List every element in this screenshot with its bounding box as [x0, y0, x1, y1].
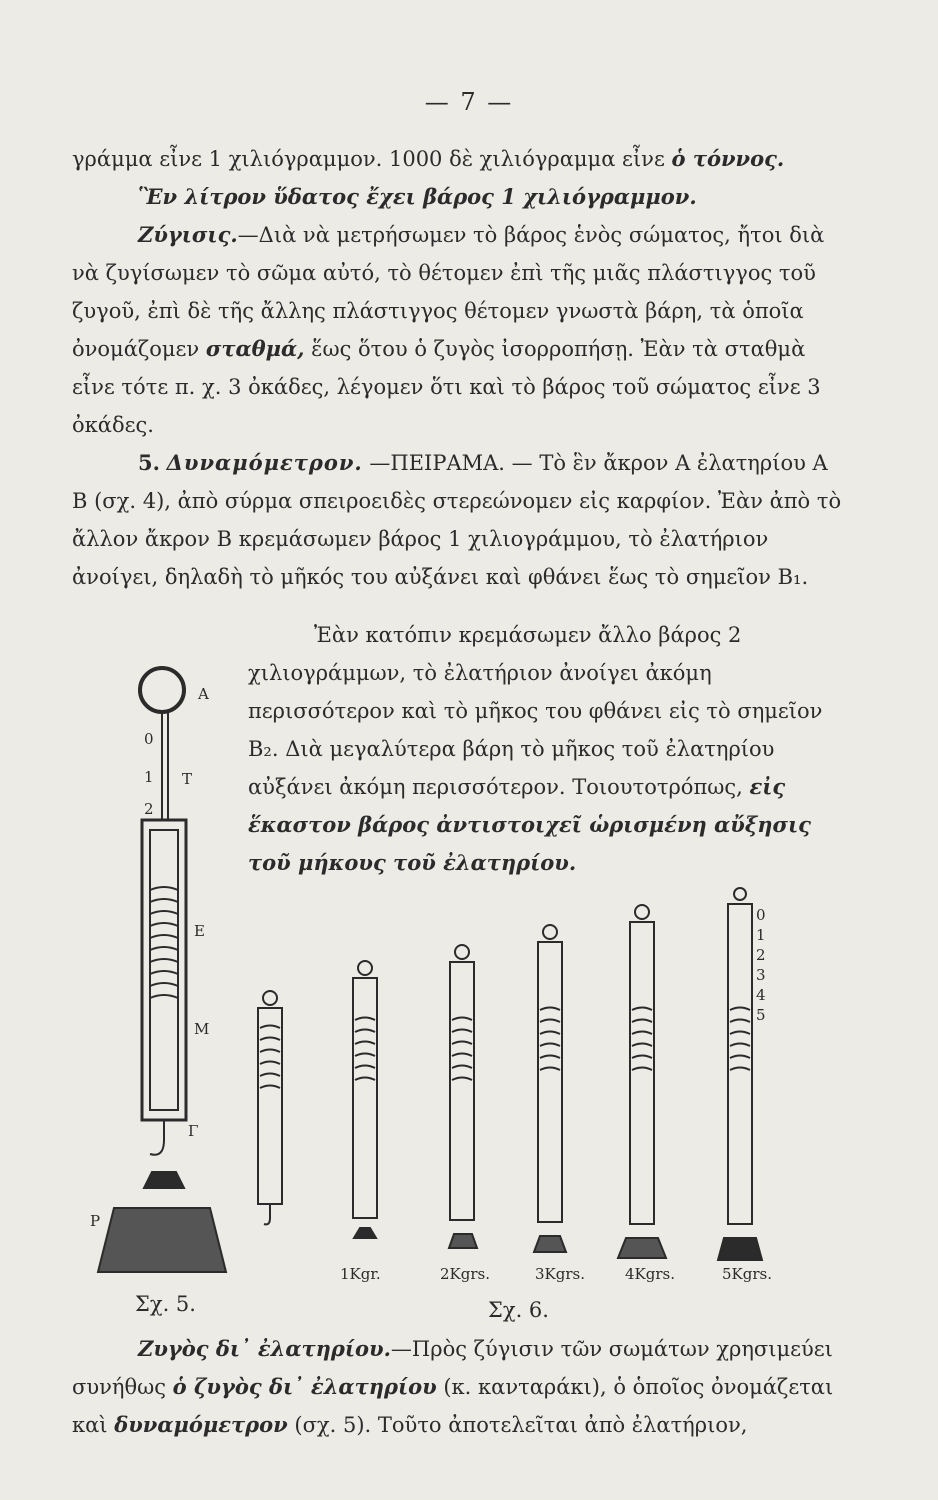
p1-water-liter: Ἓν λίτρον ὕδατος ἔχει βάρος 1 χιλιόγραμμον. [138, 184, 697, 209]
label-G: Γ [188, 1122, 199, 1140]
tick-3: 3 [756, 966, 766, 984]
figure-6 [240, 880, 800, 1300]
tick-5: 5 [756, 1006, 766, 1024]
weight-1: 1Kgr. [340, 1265, 381, 1283]
paragraph-units [72, 140, 842, 596]
scale-2: 2 [144, 800, 154, 818]
p2-stathma: σταθμά, [205, 336, 305, 361]
weight-4: 4Kgrs. [625, 1265, 675, 1283]
tick-1: 1 [756, 926, 766, 944]
scale-1: 1 [144, 768, 154, 786]
p1-tonnos: ὁ τόννος. [671, 146, 785, 171]
scale-0: 0 [144, 730, 154, 748]
p5-text-b: (κ. κανταράκι), ὁ ὁποῖος ὀνομάζεται καὶ [72, 1375, 834, 1437]
p5-em1: ὁ ζυγὸς δι᾽ ἐλατηρίου [172, 1374, 437, 1399]
weight-2: 2Kgrs. [440, 1265, 490, 1283]
p4-text: Ἐὰν κατόπιν κρεμάσωμεν ἄλλο βάρος 2 χιλιογράμμων, τὸ ἐλατήριον ἀνοίγει ἀκόμη περισσότερον καὶ τὸ μῆκος του φθάνει εἰς τὸ σημεῖον Β₂. Διὰ μεγαλύτερα βάρη τὸ μῆκος τοῦ ἐλατηρίου αὐξάνει ἀκόμη περισσότερον. Τοιουτοτρόπως, [248, 623, 823, 799]
spring-balance-drawing [70, 660, 245, 1300]
paragraph-spring [248, 616, 842, 882]
paragraph-balance [72, 1330, 842, 1444]
p5-em2: δυναμόμετρον [114, 1412, 288, 1437]
label-E: Ε [194, 922, 205, 940]
tick-0: 0 [756, 906, 766, 924]
label-M: Μ [194, 1020, 210, 1038]
section-heading: Δυναμόμετρον. [166, 450, 363, 475]
fig5-caption: Σχ. 5. [135, 1292, 196, 1316]
weight-5: 5Kgrs. [722, 1265, 772, 1283]
p5-text-a: —Πρὸς ζύγισιν τῶν σωμάτων χρησιμεύει συνήθως [72, 1337, 833, 1399]
spring-scales-drawing [240, 880, 800, 1300]
section-number: 5. [138, 450, 160, 475]
label-P: Ρ [90, 1212, 101, 1230]
p5-heading: Ζυγὸς δι᾽ ἐλατηρίου. [138, 1336, 391, 1361]
p2-heading: Ζύγισις. [138, 222, 238, 247]
p2-text-b: ἕως ὅτου ὁ ζυγὸς ἰσορροπήσῃ. Ἐὰν τὰ σταθμὰ εἶνε τότε π. χ. 3 ὀκάδες, λέγομεν ὅτι καὶ τὸ βάρος τοῦ σώματος εἶνε 3 ὀκάδες. [72, 337, 821, 437]
p2-text-a: —Διὰ νὰ μετρήσωμεν τὸ βάρος ἑνὸς σώματος, ἤτοι διὰ νὰ ζυγίσωμεν τὸ σῶμα αὐτό, τὸ θέτομεν ἐπὶ τῆς μιᾶς πλάστιγγος τοῦ ζυγοῦ, ἐπὶ δὲ τῆς ἄλλης πλάστιγγος θέτομεν γνωστὰ βάρη, τὰ ὁποῖα ὀνομάζομεν [72, 223, 825, 361]
label-A: Α [198, 685, 209, 703]
label-T: Τ [182, 770, 193, 788]
tick-4: 4 [756, 986, 766, 1004]
p3-text: —ΠΕΙΡΑΜΑ. — Τὸ ἓν ἄκρον Α ἐλατηρίου Α Β (σχ. 4), ἀπὸ σύρμα σπειροειδὲς στερεώνομεν εἰς καρφίον. Ἐὰν ἀπὸ τὸ ἄλλον ἄκρον Β κρεμάσωμεν βάρος 1 χιλιογράμμου, τὸ ἐλατήριον ἀνοίγει, δηλαδὴ τὸ μῆκός του αὐξάνει καὶ φθάνει ἕως τὸ σημεῖον Β₁. [72, 451, 842, 589]
p5-text-c: (σχ. 5). Τοῦτο ἀποτελεῖται ἀπὸ ἐλατήριον, [287, 1413, 748, 1437]
figure-5 [70, 660, 245, 1300]
p1-text: γράμμα εἶνε 1 χιλιόγραμμον. 1000 δὲ χιλιόγραμμα εἶνε [72, 147, 672, 171]
p4-emphasis: εἰς ἕκαστον βάρος ἀντιστοιχεῖ ὡρισμένη αὔξησις τοῦ μήκους τοῦ ἐλατηρίου. [248, 774, 811, 875]
weight-3: 3Kgrs. [535, 1265, 585, 1283]
tick-2: 2 [756, 946, 766, 964]
page-number: — 7 — [424, 88, 514, 116]
fig6-caption: Σχ. 6. [488, 1298, 549, 1322]
